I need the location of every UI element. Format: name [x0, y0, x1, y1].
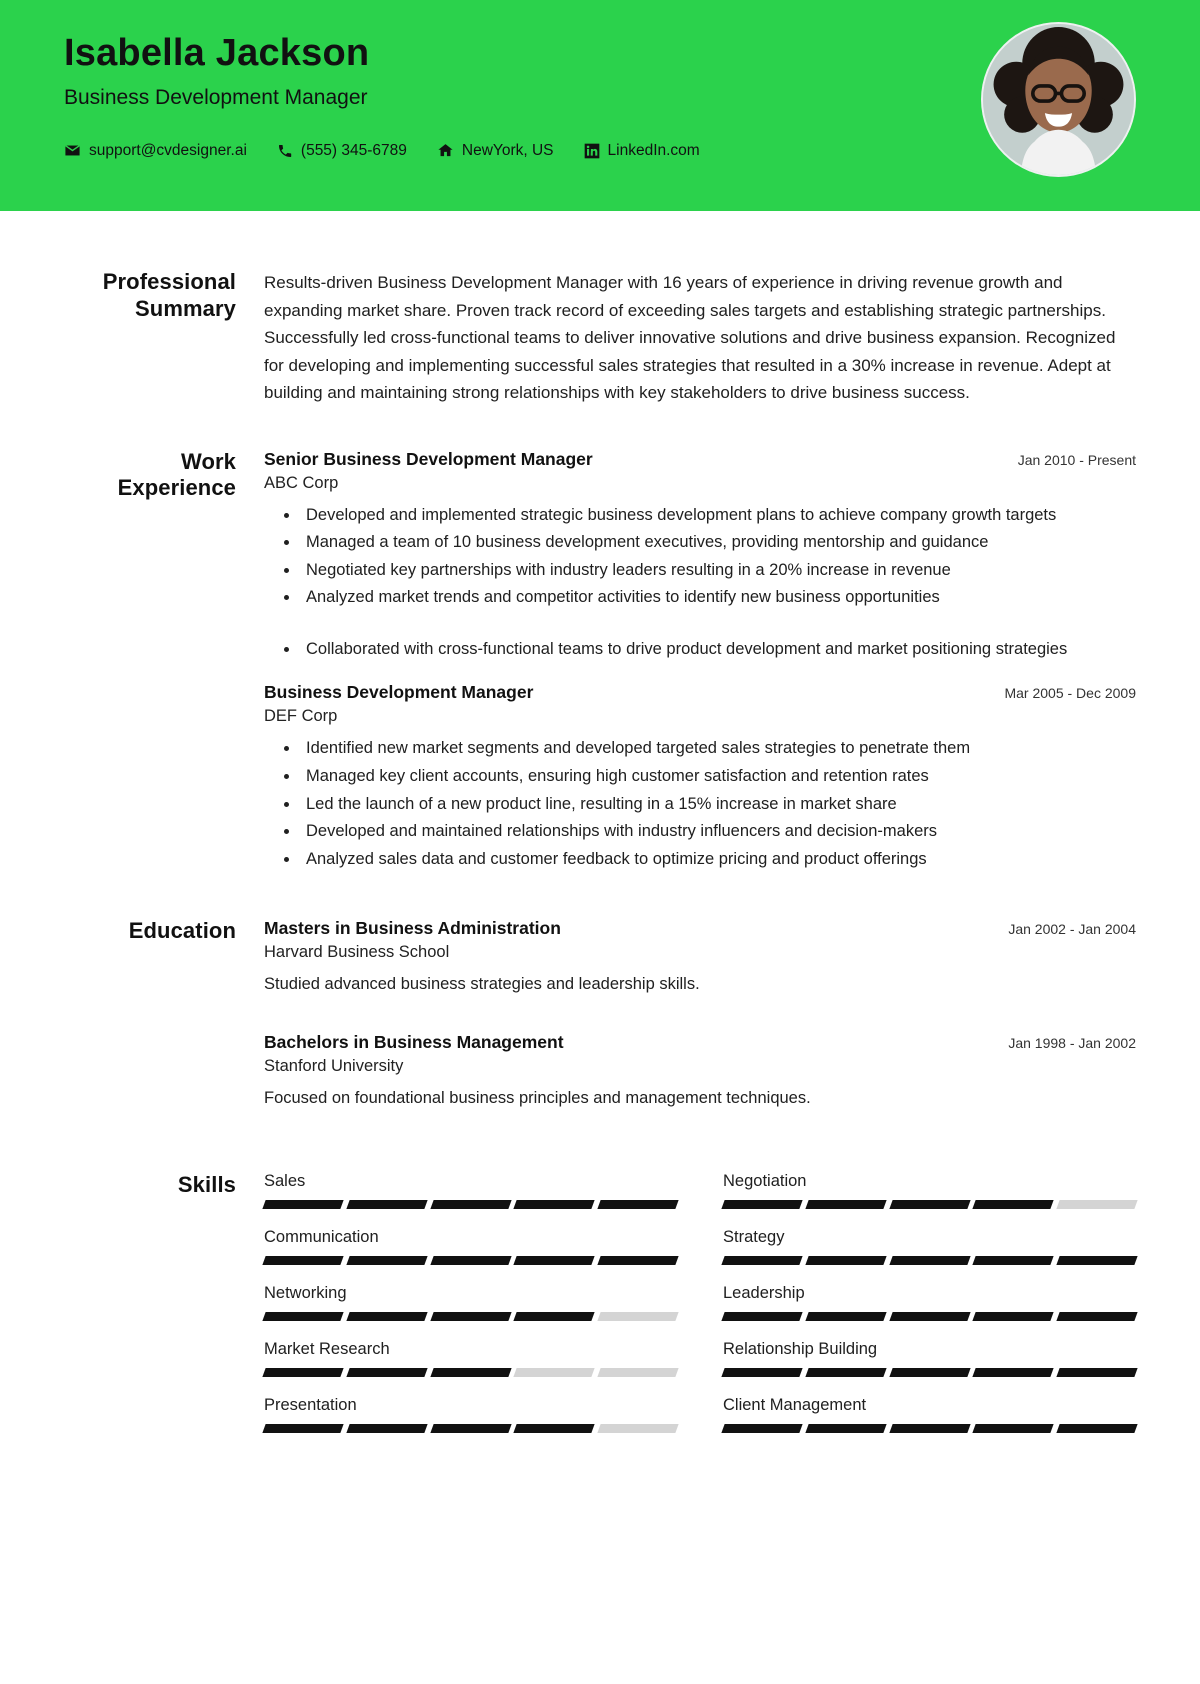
skill-level-bar — [264, 1368, 677, 1377]
skill-segment — [346, 1368, 427, 1377]
skill-segment — [1057, 1256, 1138, 1265]
skill-item — [264, 1284, 677, 1321]
section-professional-summary — [64, 269, 1136, 407]
list-item: • Analyzed market trends and competitor activities to identify new business opportunities — [300, 585, 1136, 611]
skill-name: Negotiation — [723, 1172, 807, 1191]
skill-segment — [598, 1256, 679, 1265]
skill-item — [723, 1396, 1136, 1433]
contact-email-text: support@cvdesigner.ai — [89, 141, 247, 159]
skill-segment — [805, 1312, 886, 1321]
skill-segment — [262, 1312, 343, 1321]
skill-segment — [262, 1200, 343, 1209]
work-entry — [264, 682, 1136, 872]
resume-header — [0, 0, 1200, 211]
skill-segment — [430, 1424, 511, 1433]
skill-segment — [721, 1424, 802, 1433]
skill-segment — [889, 1424, 970, 1433]
skill-item — [264, 1228, 677, 1265]
work-entry-date: Jan 2010 - Present — [1017, 451, 1136, 468]
skill-segment — [805, 1256, 886, 1265]
spacer — [64, 407, 1136, 449]
work-entry-title: Business Development Manager — [264, 682, 534, 703]
skill-level-bar — [264, 1312, 677, 1321]
list-item: • Led the launch of a new product line, resulting in a 15% increase in market share — [300, 792, 1136, 818]
education-date: Jan 2002 - Jan 2004 — [1008, 921, 1136, 938]
summary-label-line2: Summary — [135, 295, 236, 321]
skill-segment — [514, 1200, 595, 1209]
skill-segment — [430, 1200, 511, 1209]
contact-linkedin-text: LinkedIn.com — [607, 141, 700, 159]
skill-segment — [514, 1312, 595, 1321]
skill-segment — [721, 1368, 802, 1377]
education-entry — [264, 1032, 1136, 1108]
work-label-line1: Work — [180, 448, 236, 474]
contact-location[interactable] — [437, 142, 554, 160]
skill-name: Sales — [264, 1172, 306, 1191]
envelope-icon — [64, 142, 81, 159]
skill-segment — [430, 1312, 511, 1321]
linkedin-icon — [584, 143, 600, 159]
section-label-summary — [64, 269, 264, 407]
skill-name: Presentation — [264, 1396, 357, 1415]
skill-item — [264, 1396, 677, 1433]
skill-level-bar — [264, 1424, 677, 1433]
work-entry-bullets — [264, 503, 1136, 663]
section-education — [64, 918, 1136, 1130]
skill-segment — [262, 1424, 343, 1433]
skill-segment — [1057, 1368, 1138, 1377]
skill-item — [723, 1340, 1136, 1377]
skill-segment — [805, 1200, 886, 1209]
list-item: • Developed and implemented strategic business development plans to achieve company growth targets — [300, 503, 1136, 529]
skill-segment — [805, 1368, 886, 1377]
skill-segment — [346, 1200, 427, 1209]
skill-name: Client Management — [723, 1396, 867, 1415]
list-item: • Negotiated key partnerships with industry leaders resulting in a 20% increase in revenue — [300, 558, 1136, 584]
job-title: Business Development Manager — [64, 85, 368, 109]
skill-name: Leadership — [723, 1284, 805, 1303]
home-icon — [437, 142, 454, 159]
work-entry-org: ABC Corp — [264, 473, 339, 492]
avatar — [981, 22, 1136, 177]
spacer — [264, 666, 1136, 682]
section-skills — [64, 1172, 1136, 1452]
contact-list — [64, 142, 1136, 160]
section-label-education: Education — [128, 918, 236, 944]
skill-item — [264, 1340, 677, 1377]
skill-segment — [973, 1312, 1054, 1321]
list-item: • Developed and maintained relationships with industry influencers and decision-makers — [300, 819, 1136, 845]
skill-segment — [889, 1368, 970, 1377]
skill-segment — [721, 1312, 802, 1321]
skill-segment — [430, 1256, 511, 1265]
skill-name: Market Research — [264, 1340, 390, 1359]
page-title: Isabella Jackson — [64, 32, 370, 74]
skill-level-bar — [723, 1424, 1136, 1433]
education-date: Jan 1998 - Jan 2002 — [1008, 1035, 1136, 1052]
education-description: Studied advanced business strategies and leadership skills. — [264, 975, 700, 994]
spacer — [264, 1016, 1136, 1032]
contact-phone-text: (555) 345-6789 — [300, 141, 407, 159]
work-entry — [264, 449, 1136, 663]
skill-segment — [514, 1424, 595, 1433]
skill-level-bar — [723, 1312, 1136, 1321]
skill-segment — [1057, 1312, 1138, 1321]
skill-segment — [346, 1424, 427, 1433]
section-work-experience — [64, 449, 1136, 877]
section-label-work — [64, 449, 264, 877]
work-entry-date: Mar 2005 - Dec 2009 — [1004, 685, 1136, 702]
skill-segment — [973, 1424, 1054, 1433]
spacer — [64, 876, 1136, 918]
contact-phone[interactable] — [277, 142, 407, 160]
spacer — [64, 1130, 1136, 1172]
skill-segment — [346, 1312, 427, 1321]
summary-label-line1: Professional — [102, 269, 236, 294]
skill-segment — [514, 1368, 595, 1377]
contact-email[interactable] — [64, 142, 247, 160]
skill-segment — [721, 1200, 802, 1209]
skill-segment — [889, 1200, 970, 1209]
skill-segment — [805, 1424, 886, 1433]
skill-segment — [346, 1256, 427, 1265]
contact-linkedin[interactable] — [584, 142, 700, 160]
skill-name: Networking — [264, 1284, 347, 1303]
list-item: • Managed a team of 10 business development executives, providing mentorship and guidance — [300, 530, 1136, 556]
skills-grid — [264, 1172, 1136, 1452]
skill-name: Communication — [264, 1228, 379, 1247]
skill-item — [723, 1228, 1136, 1265]
skill-level-bar — [264, 1256, 677, 1265]
resume-body — [0, 211, 1200, 1492]
list-item: • Managed key client accounts, ensuring high customer satisfaction and retention rates — [300, 764, 1136, 790]
skill-level-bar — [264, 1200, 677, 1209]
skill-segment — [430, 1368, 511, 1377]
skill-segment — [598, 1368, 679, 1377]
skill-name: Strategy — [723, 1228, 785, 1247]
contact-location-text: NewYork, US — [461, 141, 554, 159]
education-entry — [264, 918, 1136, 994]
skill-segment — [598, 1424, 679, 1433]
list-item: • Analyzed sales data and customer feedback to optimize pricing and product offerings — [300, 847, 1136, 873]
skill-item — [723, 1284, 1136, 1321]
skill-segment — [889, 1312, 970, 1321]
skill-segment — [262, 1368, 343, 1377]
avatar-photo — [983, 24, 1134, 175]
education-school: Stanford University — [264, 1057, 404, 1076]
summary-text: Results-driven Business Development Manager with 16 years of experience in driving revenue growth and expanding market share. Proven track record of exceeding sales targets and establishing strategic partnerships. Successfully led cross-functional teams to deliver innovative solutions and drive business expansion. Recognized for developing and implementing successful sales strategies that resulted in a 30% increase in revenue. Adept at building and maintaining strong relationships with key stakeholders to drive business success. — [264, 273, 1116, 403]
section-label-skills: Skills — [177, 1172, 236, 1198]
skill-segment — [721, 1256, 802, 1265]
skill-name: Relationship Building — [723, 1340, 878, 1359]
education-degree: Masters in Business Administration — [264, 918, 561, 939]
list-item: • Identified new market segments and developed targeted sales strategies to penetrate them — [300, 736, 1136, 762]
education-school: Harvard Business School — [264, 943, 450, 962]
skill-segment — [598, 1312, 679, 1321]
skill-item — [723, 1172, 1136, 1209]
list-item: • Collaborated with cross-functional teams to drive product development and market positioning strategies — [300, 637, 1136, 663]
skill-segment — [1057, 1424, 1138, 1433]
work-label-line2: Experience — [117, 475, 236, 501]
skill-segment — [598, 1200, 679, 1209]
work-entry-org: DEF Corp — [264, 707, 338, 726]
skill-level-bar — [723, 1368, 1136, 1377]
skill-segment — [1057, 1200, 1138, 1209]
skill-level-bar — [723, 1256, 1136, 1265]
phone-icon — [277, 143, 293, 159]
skill-segment — [973, 1200, 1054, 1209]
education-description: Focused on foundational business principles and management techniques. — [264, 1089, 811, 1108]
skill-segment — [973, 1368, 1054, 1377]
skill-segment — [973, 1256, 1054, 1265]
skill-segment — [514, 1256, 595, 1265]
skill-segment — [889, 1256, 970, 1265]
skill-segment — [262, 1256, 343, 1265]
education-degree: Bachelors in Business Management — [264, 1032, 564, 1053]
work-entry-title: Senior Business Development Manager — [264, 448, 593, 469]
work-entry-bullets — [264, 736, 1136, 872]
skill-item — [264, 1172, 677, 1209]
skill-level-bar — [723, 1200, 1136, 1209]
